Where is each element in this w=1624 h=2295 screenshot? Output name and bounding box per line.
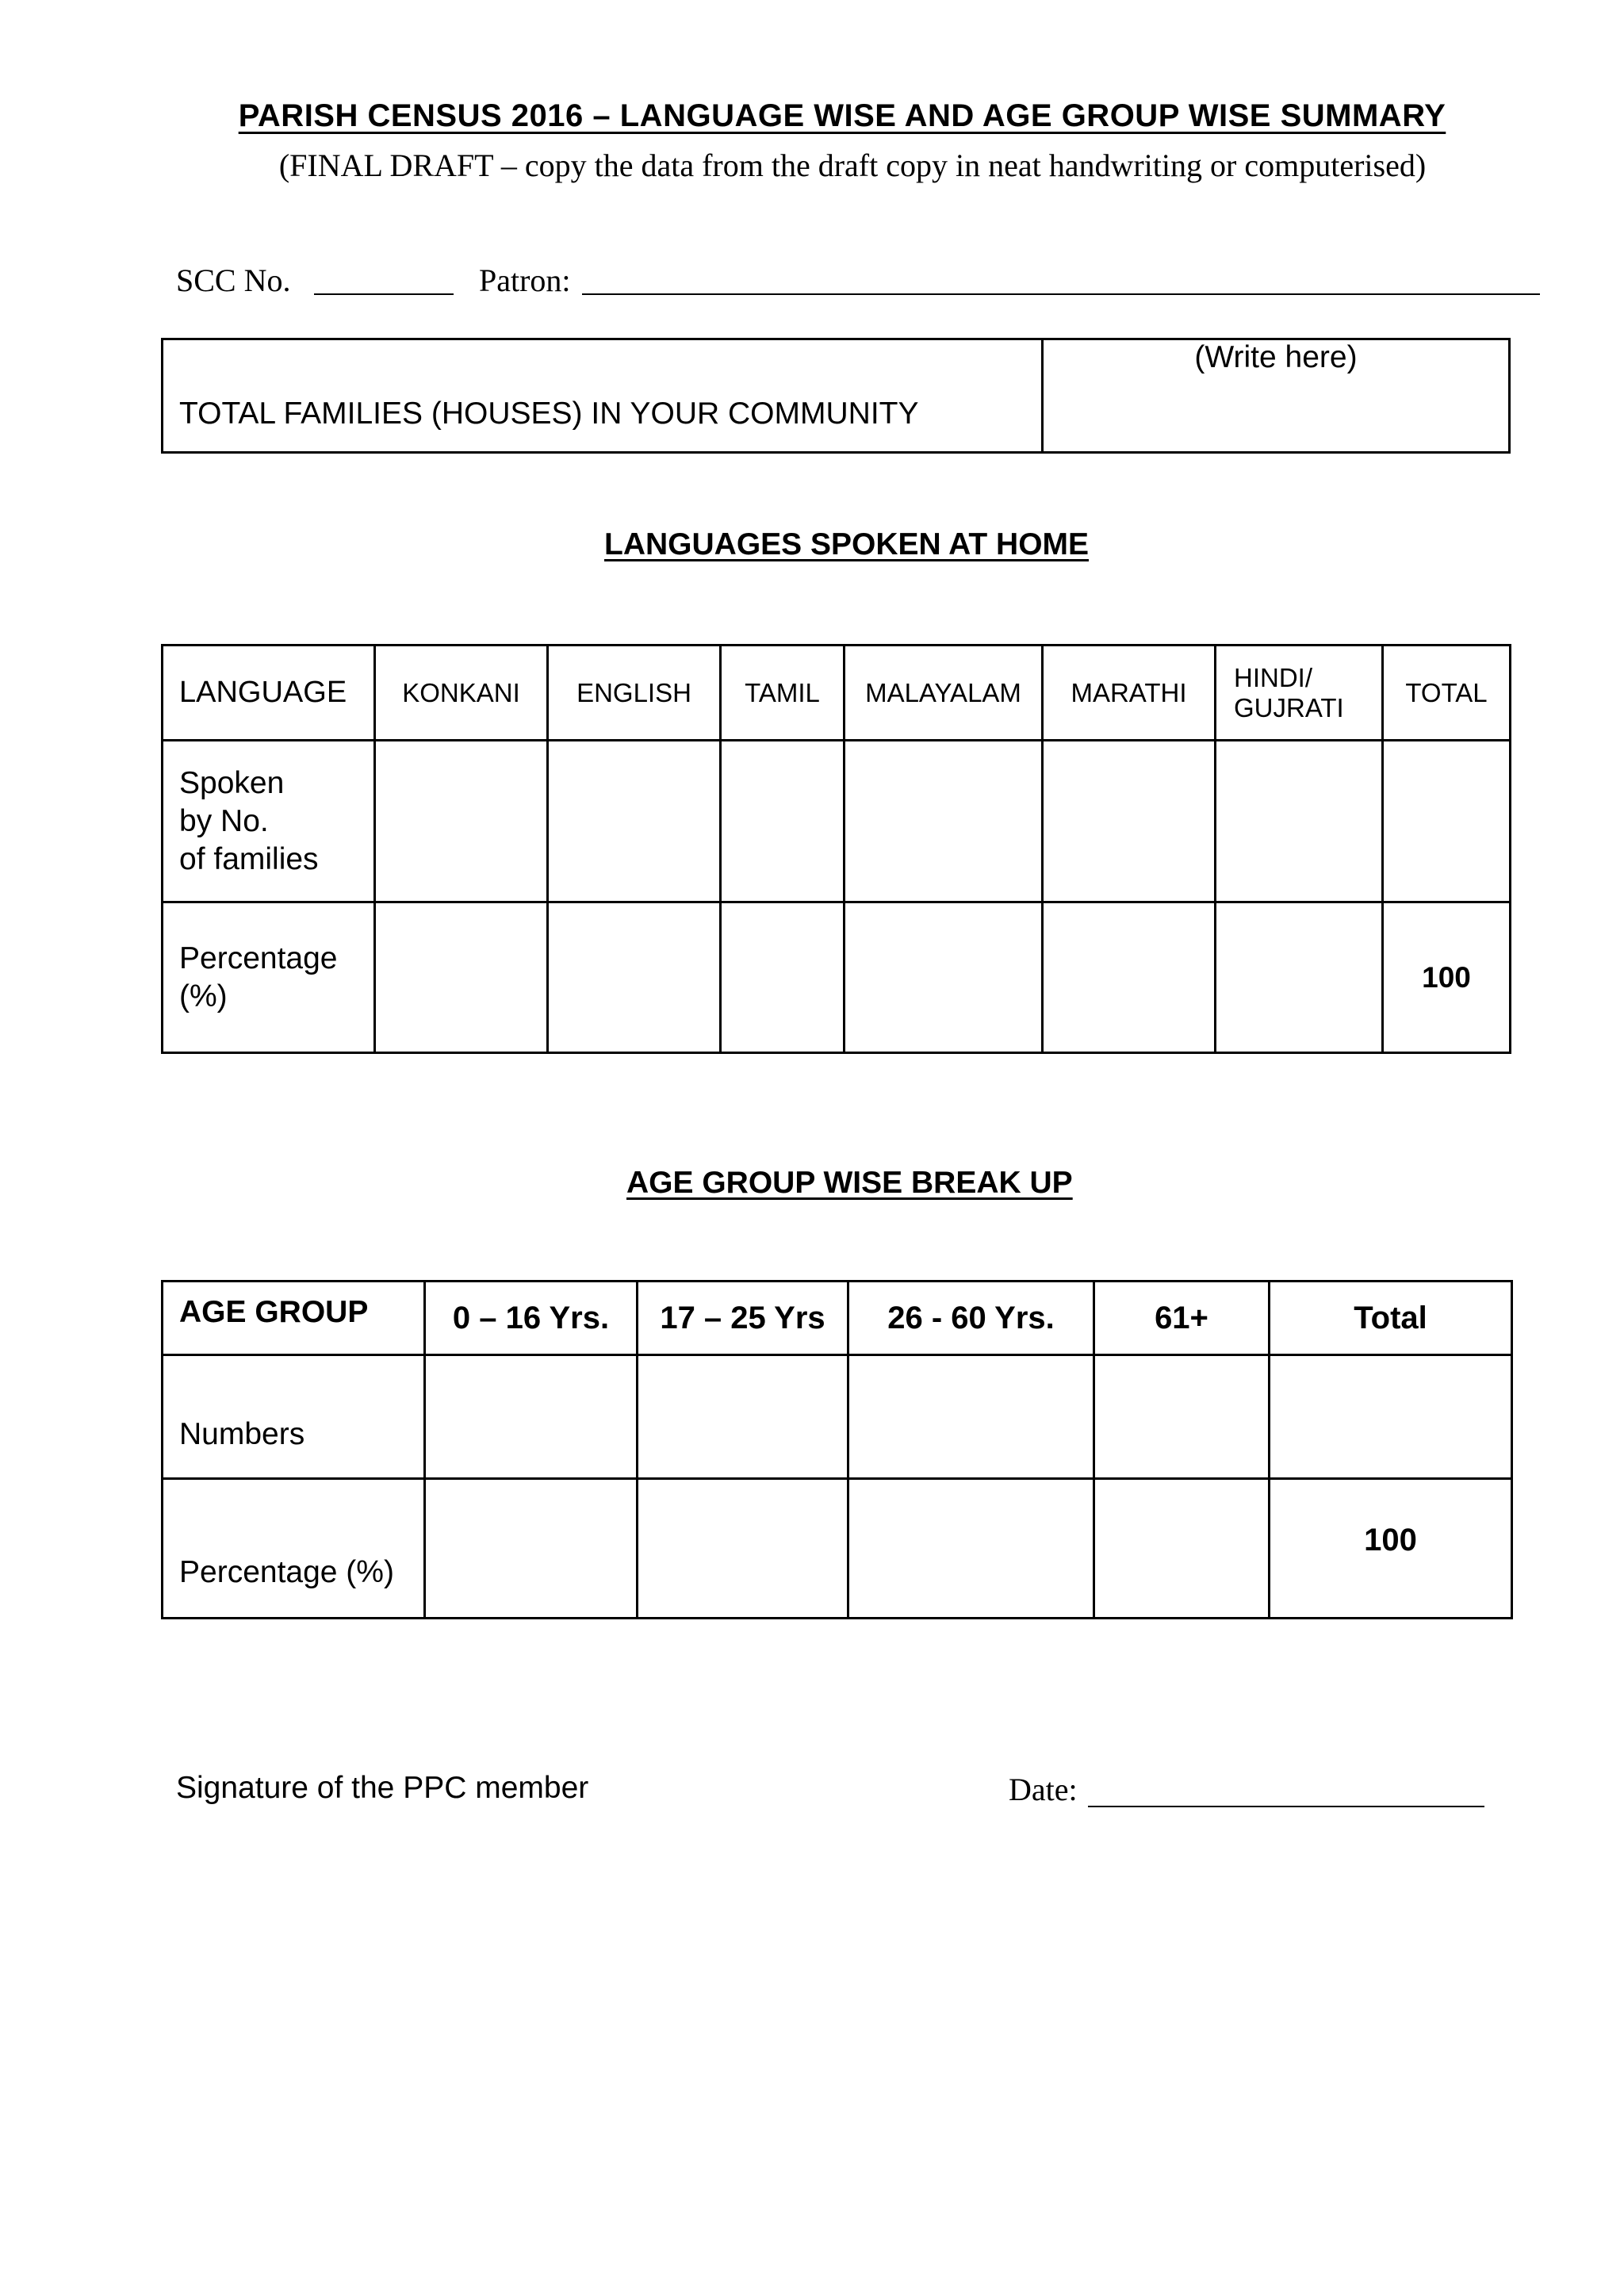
age-group-header-label: AGE GROUP [163,1282,425,1355]
scc-patron-row [176,262,1540,301]
english-percent-cell[interactable] [548,902,721,1053]
total-families-field[interactable] [1043,339,1510,453]
konkani-percent-cell[interactable] [375,902,548,1053]
languages-table [161,644,1511,1054]
total-percent-cell: 100 [1383,902,1511,1053]
column-61-plus: 61+ [1094,1282,1270,1355]
column-age-total: Total [1270,1282,1512,1355]
marathi-families-cell[interactable] [1043,741,1216,902]
row-numbers: Numbers [163,1355,425,1479]
form-subtitle: (FINAL DRAFT – copy the data from the draft copy in neat handwriting or computerised) [278,148,1427,183]
english-families-cell[interactable] [548,741,721,902]
malayalam-families-cell[interactable] [845,741,1043,902]
row-age-percentage: Percentage (%) [163,1479,425,1619]
column-total: TOTAL [1383,646,1511,741]
marathi-percent-cell[interactable] [1043,902,1216,1053]
column-tamil: TAMIL [721,646,845,741]
signature-label: Signature of the PPC member [176,1771,589,1805]
column-17-25: 17 – 25 Yrs [638,1282,848,1355]
total-families-cell[interactable] [1383,741,1511,902]
column-konkani: KONKANI [375,646,548,741]
age-heading: AGE GROUP WISE BREAK UP [626,1166,1073,1200]
age-17-25-percent-cell[interactable] [638,1479,848,1619]
scc-label: SCC No. [176,262,291,298]
row-percentage: Percentage (%) [163,902,375,1053]
row-spoken-by-families: Spoken by No. of families [163,741,375,902]
patron-field[interactable] [582,293,1540,295]
age-26-60-number-cell[interactable] [848,1355,1094,1479]
tamil-families-cell[interactable] [721,741,845,902]
form-title: PARISH CENSUS 2016 – LANGUAGE WISE AND AGE GROUP WISE SUMMARY [238,98,1446,133]
date-label: Date: [1009,1772,1078,1807]
patron-label: Patron: [479,262,571,298]
column-26-60: 26 - 60 Yrs. [848,1282,1094,1355]
column-hindi-gujrati: HINDI/ GUJRATI [1216,646,1383,741]
write-here-hint: (Write here) [1194,340,1358,374]
konkani-families-cell[interactable] [375,741,548,902]
age-61-plus-percent-cell[interactable] [1094,1479,1270,1619]
total-families-label: TOTAL FAMILIES (HOUSES) IN YOUR COMMUNITY [163,339,1043,453]
date-field[interactable] [1088,1806,1484,1807]
language-header-label: LANGUAGE [163,646,375,741]
column-marathi: MARATHI [1043,646,1216,741]
age-26-60-percent-cell[interactable] [848,1479,1094,1619]
age-0-16-number-cell[interactable] [425,1355,638,1479]
hindi-gujrati-percent-cell[interactable] [1216,902,1383,1053]
malayalam-percent-cell[interactable] [845,902,1043,1053]
age-0-16-percent-cell[interactable] [425,1479,638,1619]
scc-number-field[interactable] [314,293,454,295]
age-total-number-cell[interactable] [1270,1355,1512,1479]
age-61-plus-number-cell[interactable] [1094,1355,1270,1479]
column-english: ENGLISH [548,646,721,741]
age-17-25-number-cell[interactable] [638,1355,848,1479]
tamil-percent-cell[interactable] [721,902,845,1053]
column-0-16: 0 – 16 Yrs. [425,1282,638,1355]
total-families-table [161,338,1511,454]
hindi-gujrati-families-cell[interactable] [1216,741,1383,902]
age-total-percent-cell: 100 [1270,1479,1512,1619]
column-malayalam: MALAYALAM [845,646,1043,741]
age-group-table [161,1280,1513,1619]
languages-heading: LANGUAGES SPOKEN AT HOME [604,527,1090,561]
